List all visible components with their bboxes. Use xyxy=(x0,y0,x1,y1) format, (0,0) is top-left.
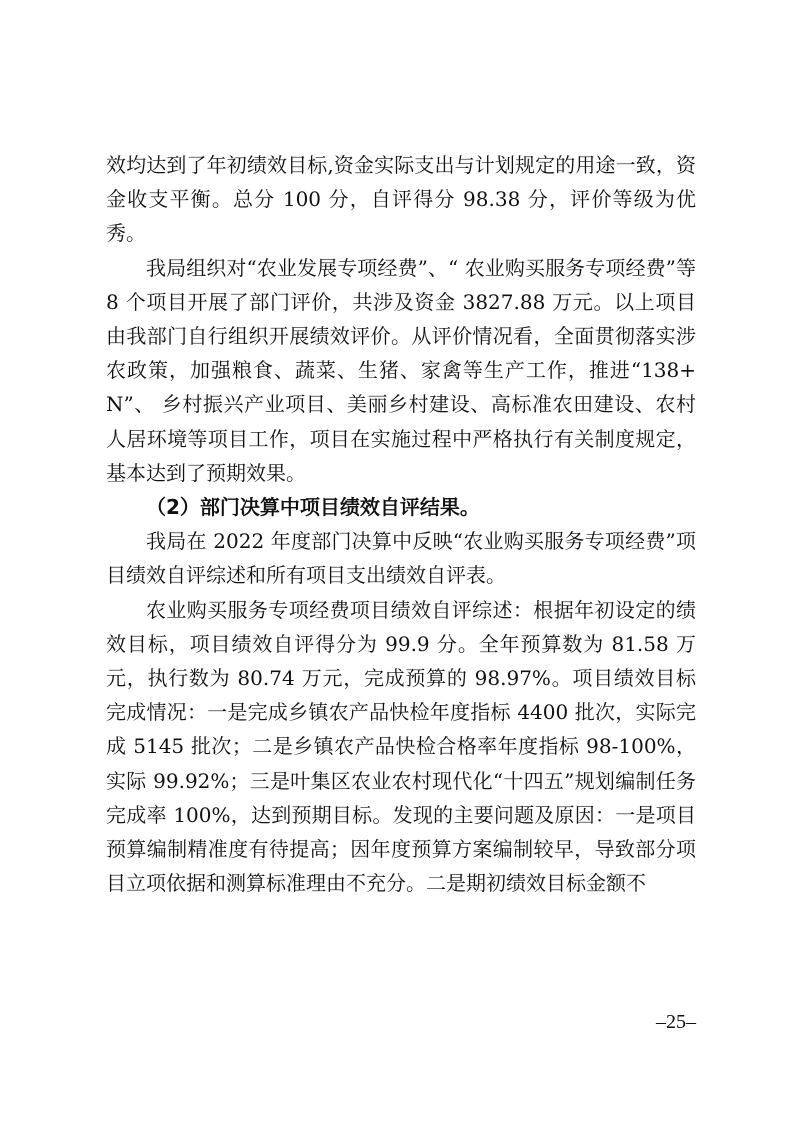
paragraph-final-accounts: 我局在 2022 年度部门决算中反映“农业购买服务专项经费”项目绩效自评综述和所有项目支出绩效自评表。 xyxy=(106,529,696,588)
paragraph-self-evaluation-summary: 农业购买服务专项经费项目绩效自评综述：根据年初设定的绩效目标，项目绩效自评得分为 99.9 分。全年预算数为 81.58 万元，执行数为 80.74 万元，完成预算的 98.97%。项目绩效目标完成情况：一是完成乡镇农产品快检年度指标 4400 批次，实际完成 5145 批次；二是乡镇农产品快检合格率年度指标 98-100%，实际 99.92%；三是叶集区农业农村现代化“十四五”规划编制任务完成率 100%，达到预期目标。发现的主要问题及原因：一是项目预算编制精准度有待提高；因年度预算方案编制较早，导致部分项目立项依据和测算标准理由不充分。二是期初绩效目标金额不 xyxy=(106,597,696,896)
paragraph-continuation: 效均达到了年初绩效目标,资金实际支出与计划规定的用途一致，资金收支平衡。总分 100 分，自评得分 98.38 分，评价等级为优秀。 xyxy=(106,153,696,246)
document-body xyxy=(106,148,696,900)
page-number: –25– xyxy=(656,1011,696,1033)
paragraph-department-evaluation: 我局组织对“农业发展专项经费”、“ 农业购买服务专项经费”等 8 个项目开展了部门评价，共涉及资金 3827.88 万元。以上项目由我部门自行组织开展绩效评价。从评价情况看，全面贯彻落实涉农政策，加强粮食、蔬菜、生猪、家禽等生产工作，推进“138+N”、 乡村振兴产业项目、美丽乡村建设、高标准农田建设、农村人居环境等项目工作，项目在实施过程中严格执行有关制度规定，基本达到了预期效果。 xyxy=(106,255,696,485)
section-heading: （2）部门决算中项目绩效自评结果。 xyxy=(146,495,480,520)
